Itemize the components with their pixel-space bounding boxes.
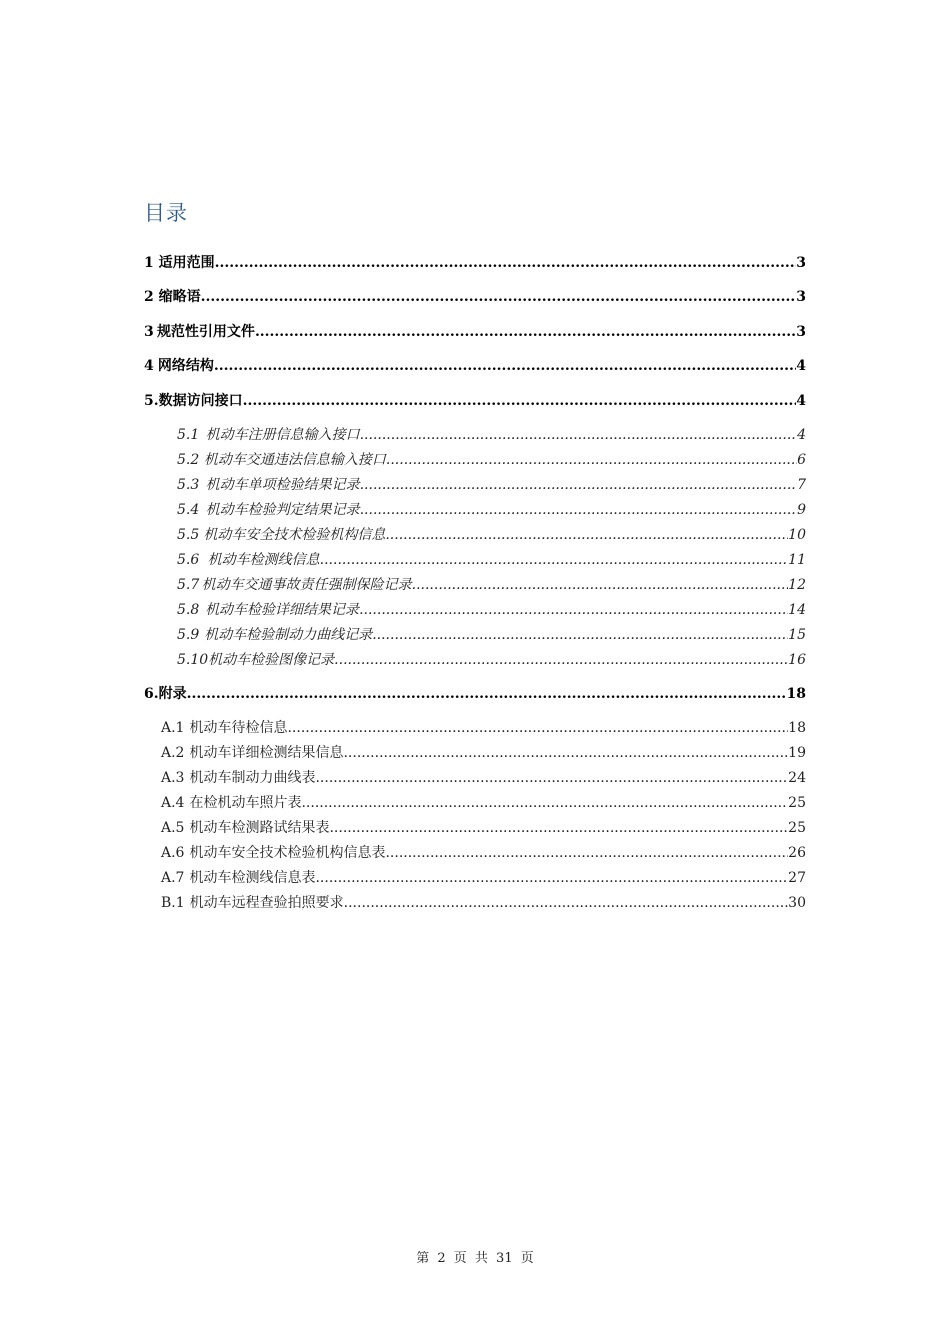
toc-entry-number: 5.9 [177, 627, 200, 643]
toc-entry-title: 缩略语 [158, 289, 201, 305]
toc-entry-title: 附录 [158, 686, 187, 702]
toc-entry-page: 18 [786, 686, 806, 702]
toc-entry-number: A.4 [161, 795, 185, 811]
toc-entry-title: 机动车详细检测结果信息 [189, 745, 344, 761]
toc-entry-title: 机动车交通事故责任强制保险记录 [201, 577, 412, 593]
dot-leader [360, 502, 797, 519]
toc-entry-number: 2 [144, 289, 154, 305]
toc-entry-number: 4 [144, 358, 154, 374]
toc-entry-a4[interactable] [161, 795, 806, 812]
toc-entry-number: 5.4 [177, 502, 200, 518]
toc-entry-a6[interactable] [161, 845, 806, 862]
toc-entry-5-8[interactable] [177, 602, 806, 619]
dot-leader [372, 627, 788, 644]
dot-leader [343, 745, 788, 762]
toc-entry-number: A.1 [161, 720, 185, 736]
toc-entry-a7[interactable] [161, 870, 806, 887]
toc-entry-title: 机动车检测线信息表 [189, 870, 316, 886]
toc-entry-page: 26 [788, 845, 806, 861]
toc-entry-number: 1 [144, 255, 154, 271]
toc-entry-title: 机动车远程查验拍照要求 [189, 895, 344, 911]
toc-entry-page: 16 [788, 652, 806, 668]
toc-entry-1[interactable] [144, 255, 806, 272]
toc-entry-5-1[interactable] [177, 427, 806, 444]
toc-entry-page: 4 [797, 427, 806, 443]
toc-entry-page: 19 [788, 745, 806, 761]
dot-leader [320, 552, 789, 569]
dot-leader [315, 870, 788, 887]
toc-entry-number: A.2 [161, 745, 185, 761]
toc-entry-page: 11 [788, 552, 806, 568]
dot-leader [334, 652, 788, 669]
dot-leader [215, 255, 797, 272]
toc-entry-number: 6. [144, 686, 159, 702]
dot-leader [359, 602, 788, 619]
toc-entry-number: A.6 [161, 845, 185, 861]
toc-entry-page: 30 [788, 895, 806, 911]
toc-entry-page: 7 [797, 477, 806, 493]
toc-entry-number: 5.10 [177, 652, 209, 668]
toc-heading: 目录 [144, 201, 188, 225]
toc-entry-5-6[interactable] [177, 552, 806, 569]
toc-entry-title: 规范性引用文件 [156, 324, 255, 340]
toc-entry-a2[interactable] [161, 745, 806, 762]
dot-leader [287, 720, 788, 737]
toc-entry-number: 5.7 [177, 577, 200, 593]
toc-entry-page: 10 [788, 527, 806, 543]
toc-entry-5-2[interactable] [177, 452, 806, 469]
toc-entry-number: A.7 [161, 870, 185, 886]
toc-entry-page: 12 [788, 577, 806, 593]
toc-entry-number: A.3 [161, 770, 185, 786]
toc-entry-page: 18 [788, 720, 806, 736]
toc-entry-page: 27 [788, 870, 806, 886]
toc-entry-title: 机动车待检信息 [189, 720, 288, 736]
toc-entry-a3[interactable] [161, 770, 806, 787]
toc-entry-5-10[interactable] [177, 652, 806, 669]
toc-entry-title: 机动车安全技术检验机构信息表 [189, 845, 386, 861]
toc-entry-page: 9 [797, 502, 806, 518]
toc-entry-page: 25 [788, 795, 806, 811]
toc-entry-5-7[interactable] [177, 577, 806, 594]
toc-entry-page: 3 [796, 289, 806, 305]
toc-entry-page: 15 [788, 627, 806, 643]
dot-leader [187, 686, 787, 703]
toc-entry-number: 5.1 [177, 427, 200, 443]
toc-entry-page: 4 [796, 393, 806, 409]
toc-entry-title: 机动车单项检验结果记录 [205, 477, 360, 493]
toc-entry-page: 4 [796, 358, 806, 374]
toc-entry-3[interactable] [144, 324, 806, 341]
toc-entry-page: 24 [788, 770, 806, 786]
toc-entry-title: 网络结构 [157, 358, 214, 374]
toc-entry-title: 机动车检验图像记录 [208, 652, 335, 668]
toc-entry-page: 3 [796, 255, 806, 271]
toc-entry-number: 5.8 [177, 602, 200, 618]
toc-entry-page: 3 [796, 324, 806, 340]
toc-entry-number: 5. [144, 393, 159, 409]
toc-entry-b1[interactable] [161, 895, 806, 912]
toc-entry-number: 3 [144, 324, 154, 340]
toc-entry-number: 5.6 [177, 552, 200, 568]
toc-entry-a5[interactable] [161, 820, 806, 837]
toc-entry-title: 适用范围 [158, 255, 215, 271]
toc-entry-page: 25 [788, 820, 806, 836]
toc-entry-number: 5.2 [177, 452, 200, 468]
dot-leader [201, 289, 797, 306]
toc-entry-6[interactable] [144, 686, 806, 703]
toc-entry-5-9[interactable] [177, 627, 806, 644]
dot-leader [315, 770, 788, 787]
toc-entry-title: 机动车检测线信息 [207, 552, 320, 568]
toc-entry-5-4[interactable] [177, 502, 806, 519]
dot-leader [329, 820, 788, 837]
toc-entry-title: 在检机动车照片表 [189, 795, 302, 811]
toc-entry-number: B.1 [161, 895, 185, 911]
toc-entry-title: 数据访问接口 [158, 393, 243, 409]
toc-entry-page: 6 [797, 452, 806, 468]
toc-entry-number: 5.3 [177, 477, 200, 493]
dot-leader [385, 845, 788, 862]
dot-leader [360, 427, 797, 444]
toc-entry-number: A.5 [161, 820, 185, 836]
dot-leader [386, 452, 797, 469]
toc-entry-title: 机动车检验制动力曲线记录 [204, 627, 373, 643]
toc-entry-title: 机动车制动力曲线表 [189, 770, 316, 786]
toc-entry-title: 机动车注册信息输入接口 [205, 427, 360, 443]
toc-entry-title: 机动车检验详细结果记录 [205, 602, 360, 618]
toc-entry-title: 机动车交通违法信息输入接口 [203, 452, 386, 468]
toc-entry-title: 机动车检验判定结果记录 [205, 502, 360, 518]
toc-entry-5-3[interactable] [177, 477, 806, 494]
toc-entry-title: 机动车检测路试结果表 [189, 820, 330, 836]
toc-entry-2[interactable] [144, 289, 806, 306]
toc-entry-page: 14 [788, 602, 806, 618]
toc-entry-title: 机动车安全技术检验机构信息 [203, 527, 386, 543]
toc-entry-5[interactable] [144, 393, 806, 410]
toc-entry-number: 5.5 [177, 527, 200, 543]
dot-leader [412, 577, 789, 594]
page-footer: 第 2 页 共 31 页 [416, 1251, 534, 1266]
toc-entry-4[interactable] [144, 358, 806, 375]
dot-leader [360, 477, 797, 494]
dot-leader [385, 527, 788, 544]
dot-leader [301, 795, 788, 812]
dot-leader [255, 324, 796, 341]
toc-entry-5-5[interactable] [177, 527, 806, 544]
toc-entry-a1[interactable] [161, 720, 806, 737]
dot-leader [243, 393, 797, 410]
dot-leader [344, 895, 789, 912]
dot-leader [214, 358, 796, 375]
